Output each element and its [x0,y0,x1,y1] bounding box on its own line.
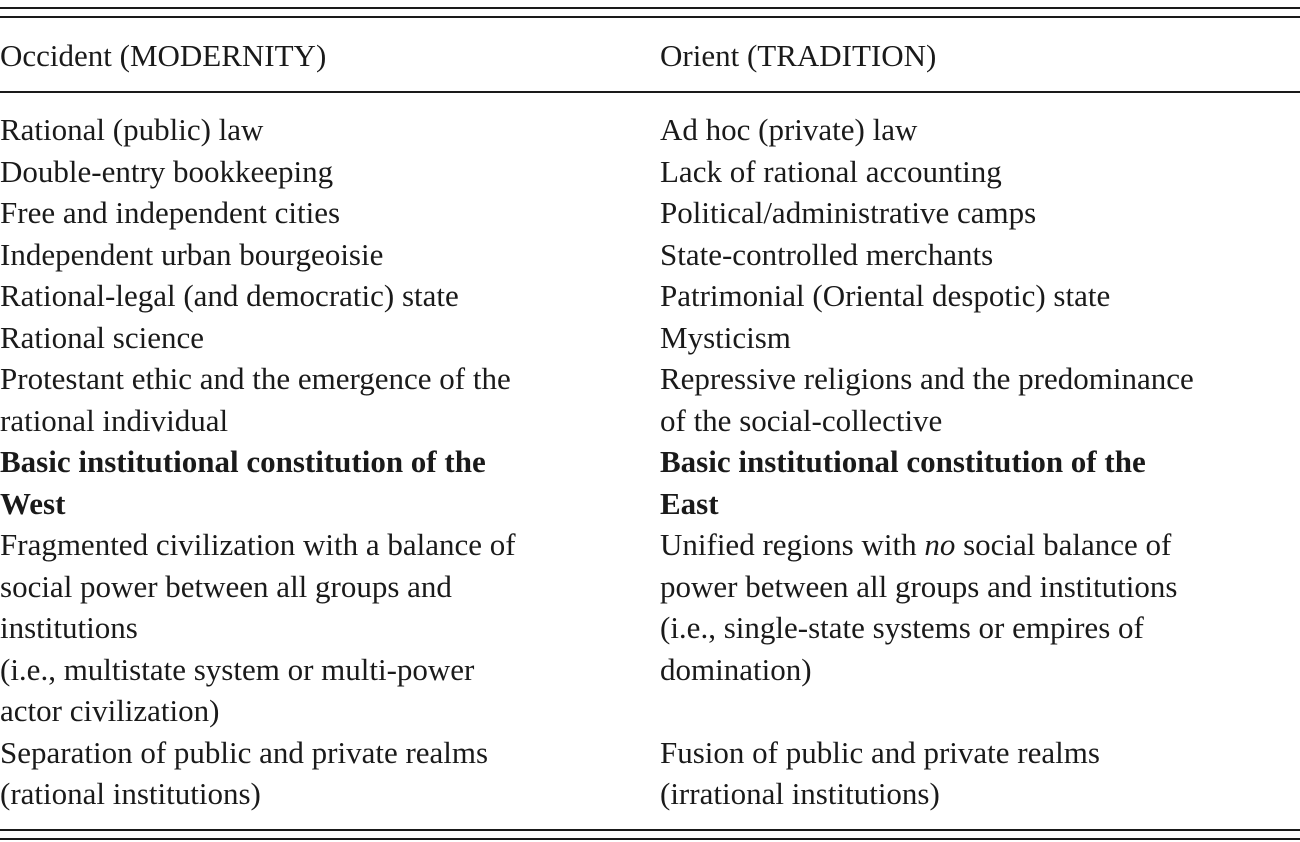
emphasis-no: no [924,527,956,562]
occident-cell-state: Rational-legal (and democratic) state [0,278,459,313]
occident-cell-ethic: Protestant ethic and the emergence of the rational individual [0,361,511,438]
occident-column [0,109,640,815]
bottom-rule-outer [0,838,1300,840]
orient-cell-unified: Unified regions with no social balance of power between all groups and institutions (i.e., single-state systems or empires of domination) [660,524,1300,732]
orient-cell-fusion: Fusion of public and private realms (irrational institutions) [660,734,1100,811]
top-rule-outer [0,7,1300,9]
header-occident: Occident (MODERNITY) [0,38,327,73]
occident-cell-separation: Separation of public and private realms (rational institutions) [0,734,489,811]
occident-cell-public-law: Rational (public) law [0,112,264,147]
orient-cell-camps: Political/administrative camps [660,195,1037,230]
occident-cell-fragmented: Fragmented civilization with a balance of social power between all groups and institutions (i.e., multistate system or multi-power actor civilization) [0,527,516,728]
orient-cell-merchants: State-controlled merchants [660,236,994,272]
orient-cell-constitution-heading: Basic institutional constitution of the East [660,444,1146,521]
occident-cell-bourgeoisie: Independent urban bourgeoisie [0,236,384,272]
occident-cell-cities: Free and independent cities [0,195,341,230]
occident-cell-science: Rational science [0,319,204,355]
orient-unified-line1: Unified regions with no social balance of [660,527,1172,562]
occident-cell-bookkeeping: Double-entry bookkeeping [0,153,334,189]
orient-cell-religions: Repressive religions and the predominance of the social-collective [660,361,1194,438]
top-rule-inner [0,16,1300,18]
orient-cell-private-law: Ad hoc (private) law [660,112,918,147]
orient-cell-state: Patrimonial (Oriental despotic) state [660,278,1111,313]
orient-cell-mysticism: Mysticism [660,319,791,355]
header-orient: Orient (TRADITION) [660,38,937,73]
header-rule [0,91,1300,93]
orient-column [660,109,1300,815]
bottom-rule-inner [0,829,1300,831]
orient-cell-accounting: Lack of rational accounting [660,153,1002,189]
occident-cell-constitution-heading: Basic institutional constitution of the West [0,444,486,521]
